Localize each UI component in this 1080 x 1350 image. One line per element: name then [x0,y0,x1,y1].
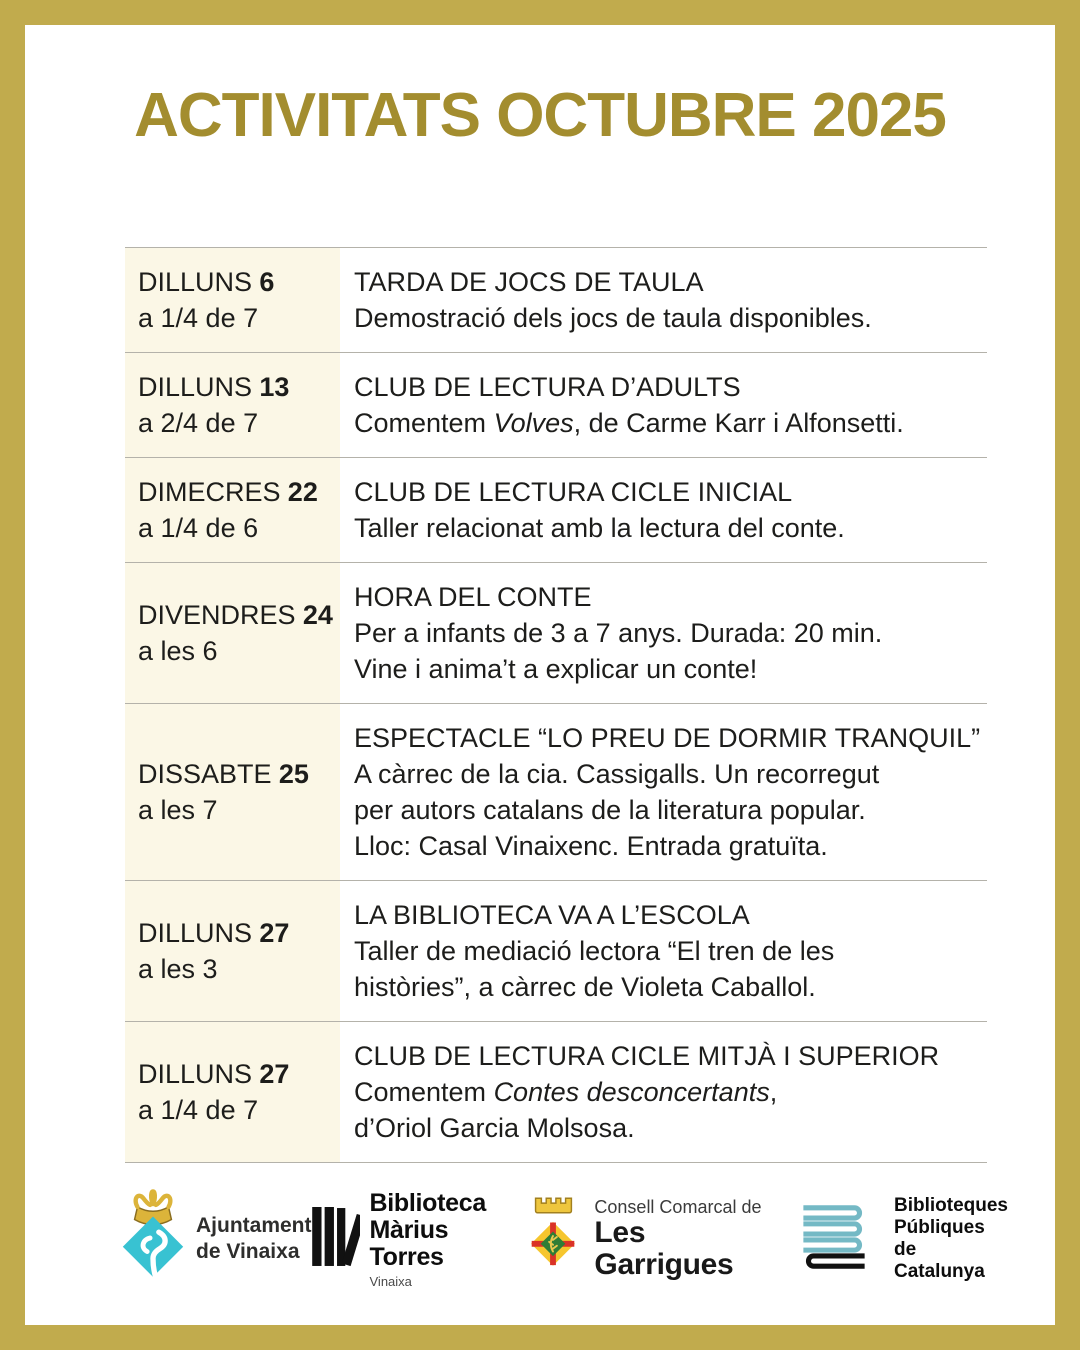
vinaixa-crest-icon [120,1187,186,1292]
event-row [125,880,987,1021]
logo-text-subline: Vinaixa [369,1273,412,1289]
event-content-cell [340,458,845,562]
event-date-cell [125,563,340,703]
description-segment: , de Carme Karr i Alfonsetti. [573,408,904,438]
description-segment: Lloc: Casal Vinaixenc. Entrada gratuïta. [354,831,828,861]
logo-text-line: Ajuntament [196,1214,312,1237]
event-day-number: 25 [278,759,309,789]
description-segment: Per a infants de 3 a 7 anys. Durada: 20 min. [354,618,883,648]
event-day-number: 6 [259,267,275,297]
logo-ajuntament-vinaixa [120,1187,312,1292]
event-title: LA BIBLIOTECA VA A L’ESCOLA [354,900,750,930]
event-description [354,756,980,864]
event-day: DIMECRES [138,477,281,507]
event-date-cell [125,248,340,352]
event-row [125,457,987,562]
event-time: a 1/4 de 6 [138,513,259,543]
event-date-line [138,1056,332,1092]
event-description-line [354,615,882,651]
description-segment: Comentem [354,408,494,438]
event-content-cell [340,353,904,457]
description-segment: històries”, a càrrec de Violeta Caballol. [354,972,816,1002]
event-description [354,510,845,546]
description-segment: d’Oriol Garcia Molsosa. [354,1113,635,1143]
event-description-line [354,1110,939,1146]
description-segment: Vine i anima’t a explicar un conte! [354,654,758,684]
event-description-line [354,510,845,546]
event-day: DILLUNS [138,267,253,297]
event-row [125,1021,987,1162]
logo-text-line: Consell Comarcal de [594,1197,762,1217]
description-segment: Taller relacionat amb la lectura del conte. [354,513,845,543]
event-date-line [138,915,332,951]
description-segment: Comentem [354,1077,494,1107]
event-date-cell [125,353,340,457]
event-time: a les 3 [138,954,218,984]
event-description [354,405,904,441]
logo-biblioteca-marius-torres [312,1190,523,1289]
description-italic-segment: Volves [493,408,574,438]
event-date-line [138,756,332,792]
event-day-number: 27 [259,918,290,948]
event-day: DILLUNS [138,372,253,402]
event-content-cell [340,248,872,352]
event-description-line [354,651,882,687]
event-date-cell [125,881,340,1021]
event-content-cell [340,563,882,703]
logo-biblioteca-marius-torres-label [370,1190,523,1289]
footer-logos [120,1183,1008,1295]
event-day-number: 13 [259,372,290,402]
logo-text-line: de Catalunya [893,1239,985,1282]
logo-text-line: de Vinaixa [196,1240,300,1263]
event-day-number: 22 [287,477,318,507]
event-description [354,300,872,336]
event-content-cell [340,881,834,1021]
event-row [125,562,987,703]
event-description-line [354,792,980,828]
event-day: DILLUNS [138,918,253,948]
event-day: DISSABTE [138,759,272,789]
books-spines-icon [312,1207,360,1272]
event-date-line [138,597,332,633]
logo-text-line: Biblioteca [369,1188,486,1217]
event-day: DILLUNS [138,1059,253,1089]
event-title: CLUB DE LECTURA D’ADULTS [354,372,741,402]
event-content-cell [340,704,980,880]
event-title: TARDA DE JOCS DE TAULA [354,267,704,297]
event-date-cell [125,1022,340,1162]
event-description [354,615,882,687]
event-row [125,352,987,457]
logo-text-line: Les Garrigues [594,1216,734,1281]
event-date-cell [125,458,340,562]
event-description-line [354,1074,939,1110]
event-date-line [138,474,332,510]
event-day: DIVENDRES [138,600,296,630]
logo-biblioteques-publiques-label [894,1195,1008,1283]
event-content-cell [340,1022,939,1162]
event-time: a 1/4 de 7 [138,303,259,333]
logo-ajuntament-vinaixa-label [196,1213,312,1265]
event-date-line [138,369,332,405]
event-description [354,1074,939,1146]
event-description [354,933,834,1005]
stacked-books-icon [784,1202,884,1277]
logo-biblioteques-publiques-catalunya [784,1195,1008,1283]
event-time: a les 6 [138,636,218,666]
logo-text-line: Biblioteques [893,1195,1008,1216]
event-row [125,247,987,352]
event-time: a 1/4 de 7 [138,1095,259,1125]
event-title: CLUB DE LECTURA CICLE INICIAL [354,477,793,507]
logo-consell-comarcal-label [594,1197,784,1281]
logo-consell-comarcal-les-garrigues [522,1192,784,1287]
event-title: HORA DEL CONTE [354,582,592,612]
event-description-line [354,969,834,1005]
description-segment: Taller de mediació lectora “El tren de les [354,936,835,966]
event-date-cell [125,704,340,880]
event-title: ESPECTACLE “LO PREU DE DORMIR TRANQUIL” [354,723,981,753]
description-segment: A càrrec de la cia. Cassigalls. Un recorregut [354,759,880,789]
event-description-line [354,300,872,336]
event-description-line [354,933,834,969]
event-description-line [354,828,980,864]
description-italic-segment: Contes desconcertants [493,1077,770,1107]
event-day-number: 27 [259,1059,290,1089]
garrigues-crest-icon [522,1192,584,1287]
description-segment: Demostració dels jocs de taula disponibles. [354,303,872,333]
event-description-line [354,756,980,792]
event-date-line [138,264,332,300]
description-segment: , [769,1077,778,1107]
event-time: a les 7 [138,795,218,825]
description-segment: per autors catalans de la literatura popular. [354,795,866,825]
schedule [125,247,987,1163]
event-description-line [354,405,904,441]
event-time: a 2/4 de 7 [138,408,259,438]
event-day-number: 24 [302,600,333,630]
logo-text-line: Públiques [893,1217,985,1238]
event-title: CLUB DE LECTURA CICLE MITJÀ I SUPERIOR [354,1041,940,1071]
page-title: ACTIVITATS OCTUBRE 2025 [134,81,946,150]
event-row [125,703,987,880]
logo-text-line: Màrius Torres [369,1215,449,1271]
